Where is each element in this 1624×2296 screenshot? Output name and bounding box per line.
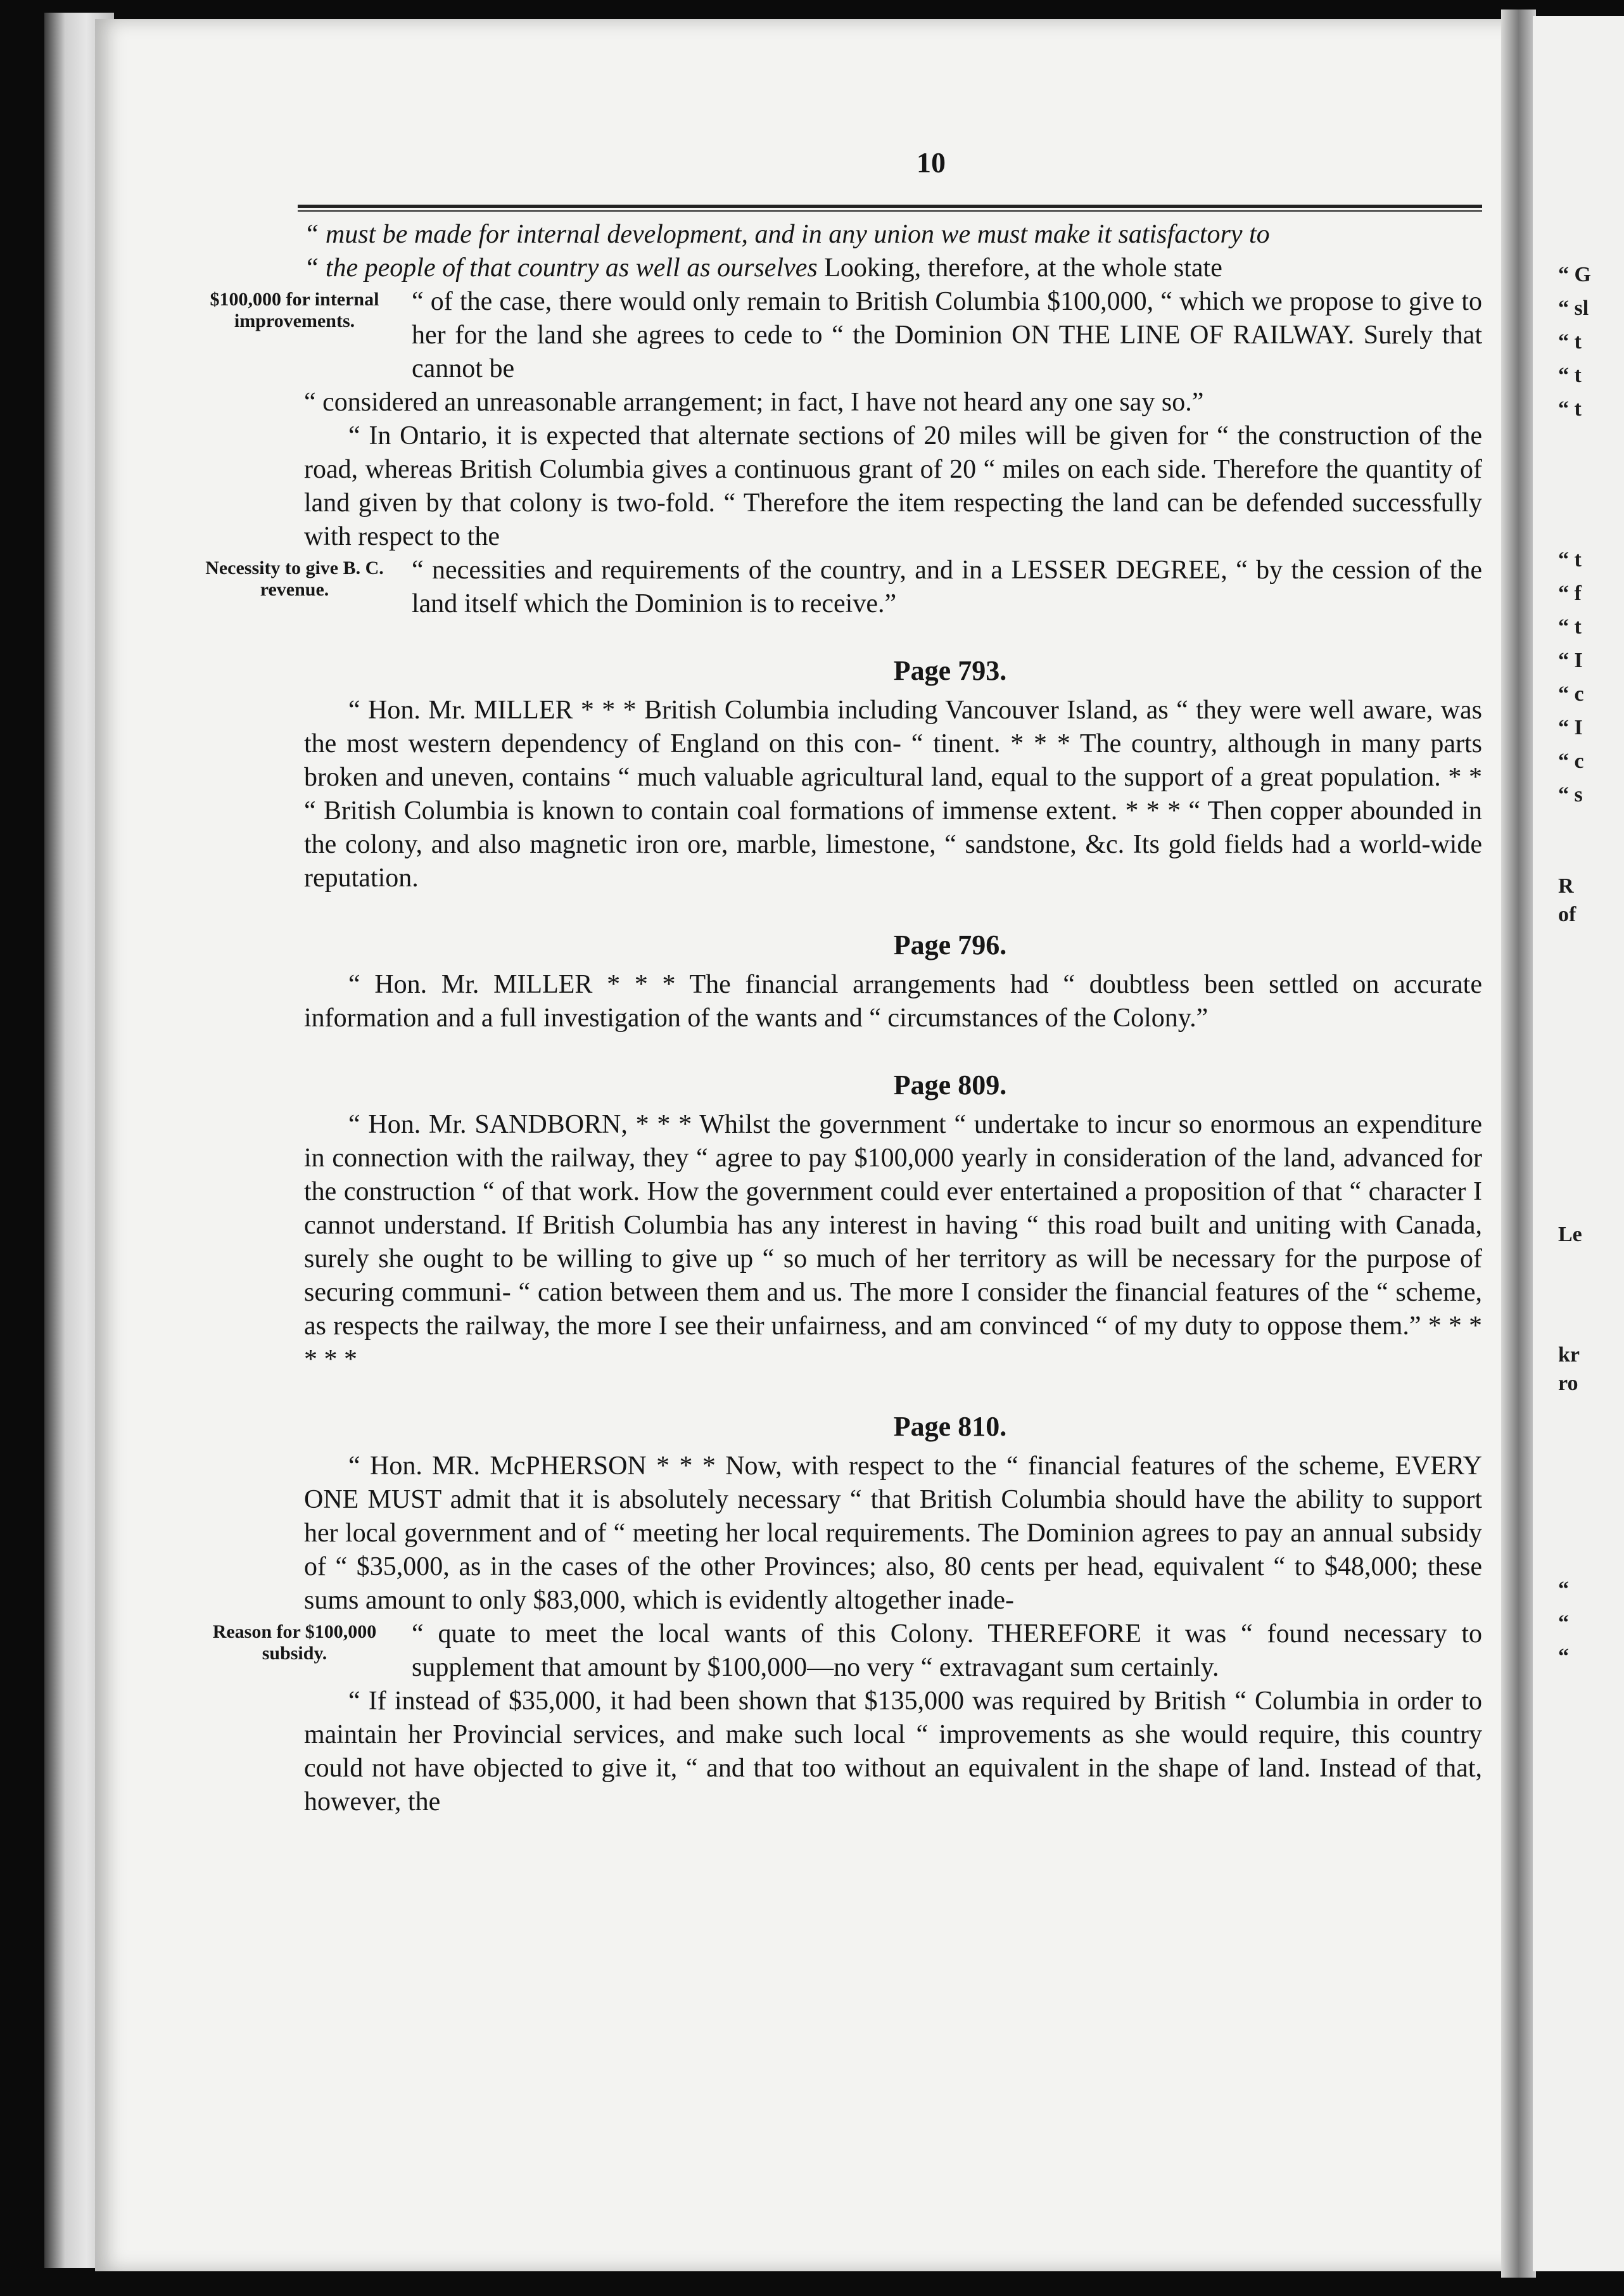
paragraph: “ Hon. Mr. MILLER * * * British Columbia including Vancouver Island, as “ they were well aware, was the most western dependency of England on this con- “ tinent. * * * The country, although in many parts broken and uneven, contains “ much valuable agricultural land, equal to the support of a great population. * * “ British Columbia is known to contain coal formations of immense extent. * * * “ Then copper abounded in the colony, and also magnetic iron ore, marble, limestone, “ sandstone, &c. Its gold fields had a world-wide reputation. (304, 696, 1482, 893)
next-page-fragment: “ t (1558, 364, 1582, 387)
next-page-fragment: “ (1558, 1611, 1569, 1635)
next-page-fragment: “ t (1558, 615, 1582, 639)
header-rule-thin (298, 210, 1482, 212)
paragraph: “ Hon. MR. McPHERSON * * * Now, with respect to the “ financial features of the scheme, EVERY ONE MUST admit that it is absolutely necessary “ that British Columbia should have the ability to support her local government and of “ meeting her local requirements. The Dominion agrees to pay an annual subsidy of “ $35,000, as in the cases of the other Provinces; also, 80 cents per head, equivalent “ to $48,000; these sums amount to only $83,000, which is evidently altogether inade- (304, 1451, 1482, 1615)
margin-note: Necessity to give B. C. revenue. (205, 558, 384, 600)
page-number: 10 (917, 146, 946, 179)
next-page-fragment: “ c (1558, 749, 1584, 773)
section-heading: Page 809. (893, 1069, 1007, 1100)
quote-block: “ necessities and requirements of the country, and in a LESSER DEGREE, “ by the cession of the land itself which the Dominion is to receive.” (412, 556, 1482, 618)
page-gutter (1501, 10, 1536, 2278)
annotated-block (210, 285, 1482, 386)
page-right-edge (1533, 16, 1624, 2271)
margin-note: $100,000 for internal improvements. (210, 289, 379, 331)
next-page-fragment: “ (1558, 1578, 1569, 1601)
paragraph: “ In Ontario, it is expected that alternate sections of 20 miles will be given for “ the construction of the road, whereas British Columbia gives a continuous grant of 20 “ miles on each side. Therefore the quantity of land given by that colony is two-fold. “ Therefore the item respecting the land can be defended successfully with respect to the (304, 421, 1482, 551)
body-text (205, 218, 1482, 1819)
quote-line: Looking, therefore, at the whole state (817, 253, 1222, 283)
next-page-fragment: ro (1558, 1372, 1578, 1395)
annotated-block (205, 554, 1482, 621)
next-page-fragment: “ G (1558, 263, 1591, 286)
next-page-fragment: “ sl (1558, 297, 1589, 320)
next-page-fragment: “ (1558, 1645, 1569, 1668)
quote-line: “ must be made for internal development, and in any union we must make it satisfactory to (304, 220, 1270, 249)
next-page-fragment: “ I (1558, 649, 1583, 672)
next-page-fragment: “ c (1558, 682, 1584, 706)
next-page-fragment: “ t (1558, 397, 1582, 421)
page-content (205, 114, 1495, 1819)
paragraph: “ Hon. Mr. SANDBORN, * * * Whilst the government “ undertake to incur so enormous an expenditure in connection with the railway, they “ agree to pay $100,000 yearly in consideration of the land, advanced for the construction “ of that work. How the government could ever entertained a proposition of that “ character I cannot understand. If British Columbia has any interest in having “ this road built and uniting with Canada, surely she ought to be willing to give up “ so much of her territory as will be necessary for the purpose of securing communi- “ cation between them and us. The more I consider the financial features of the “ scheme, as respects the railway, the more I see their unfairness, and am convinced “ of my duty to oppose them.” * * * * * * (304, 1110, 1482, 1374)
section-heading: Page 796. (893, 929, 1007, 960)
next-page-fragment: “ s (1558, 783, 1583, 807)
quote-block: “ of the case, there would only remain to British Columbia $100,000, “ which we propose to give to her for the land she agrees to cede to “ the Dominion ON THE LINE OF RAILWAY. Surely that cannot be (412, 287, 1482, 383)
next-page-fragment: kr (1558, 1343, 1580, 1367)
paragraph: “ If instead of $35,000, it had been shown that $135,000 was required by British “ Columbia in order to maintain her Provincial services, and make such local “ improvements as she would require, this country could not have objected to give it, “ and that too without an equivalent in the shape of land. Instead of that, however, the (304, 1687, 1482, 1816)
paragraph: “ Hon. Mr. MILLER * * * The financial arrangements had “ doubtless been settled on accurate information and a full investigation of the wants and “ circumstances of the Colony.” (304, 970, 1482, 1033)
next-page-fragment: of (1558, 903, 1576, 926)
next-page-fragment: “ f (1558, 582, 1582, 605)
next-page-fragment: “ I (1558, 716, 1583, 739)
margin-note: Reason for $100,000 subsidy. (212, 1621, 377, 1664)
quote-block: “ quate to meet the local wants of this Colony. THEREFORE it was “ found necessary to supplement that amount by $100,000—no very “ extravagant sum certainly. (412, 1619, 1482, 1682)
annotated-block (212, 1617, 1482, 1685)
section-heading: Page 810. (893, 1411, 1007, 1442)
section-heading: Page 793. (893, 655, 1007, 686)
next-page-fragment: “ t (1558, 548, 1582, 571)
next-page-fragment: R (1558, 874, 1574, 898)
next-page-fragment: Le (1558, 1223, 1582, 1246)
next-page-fragment: “ t (1558, 330, 1582, 354)
quote-line: “ the people of that country as well as ourselves (304, 253, 818, 283)
quote-line: “ considered an unreasonable arrangement; in fact, I have not heard any one say so.” (304, 388, 1204, 417)
header-rule (298, 205, 1482, 208)
